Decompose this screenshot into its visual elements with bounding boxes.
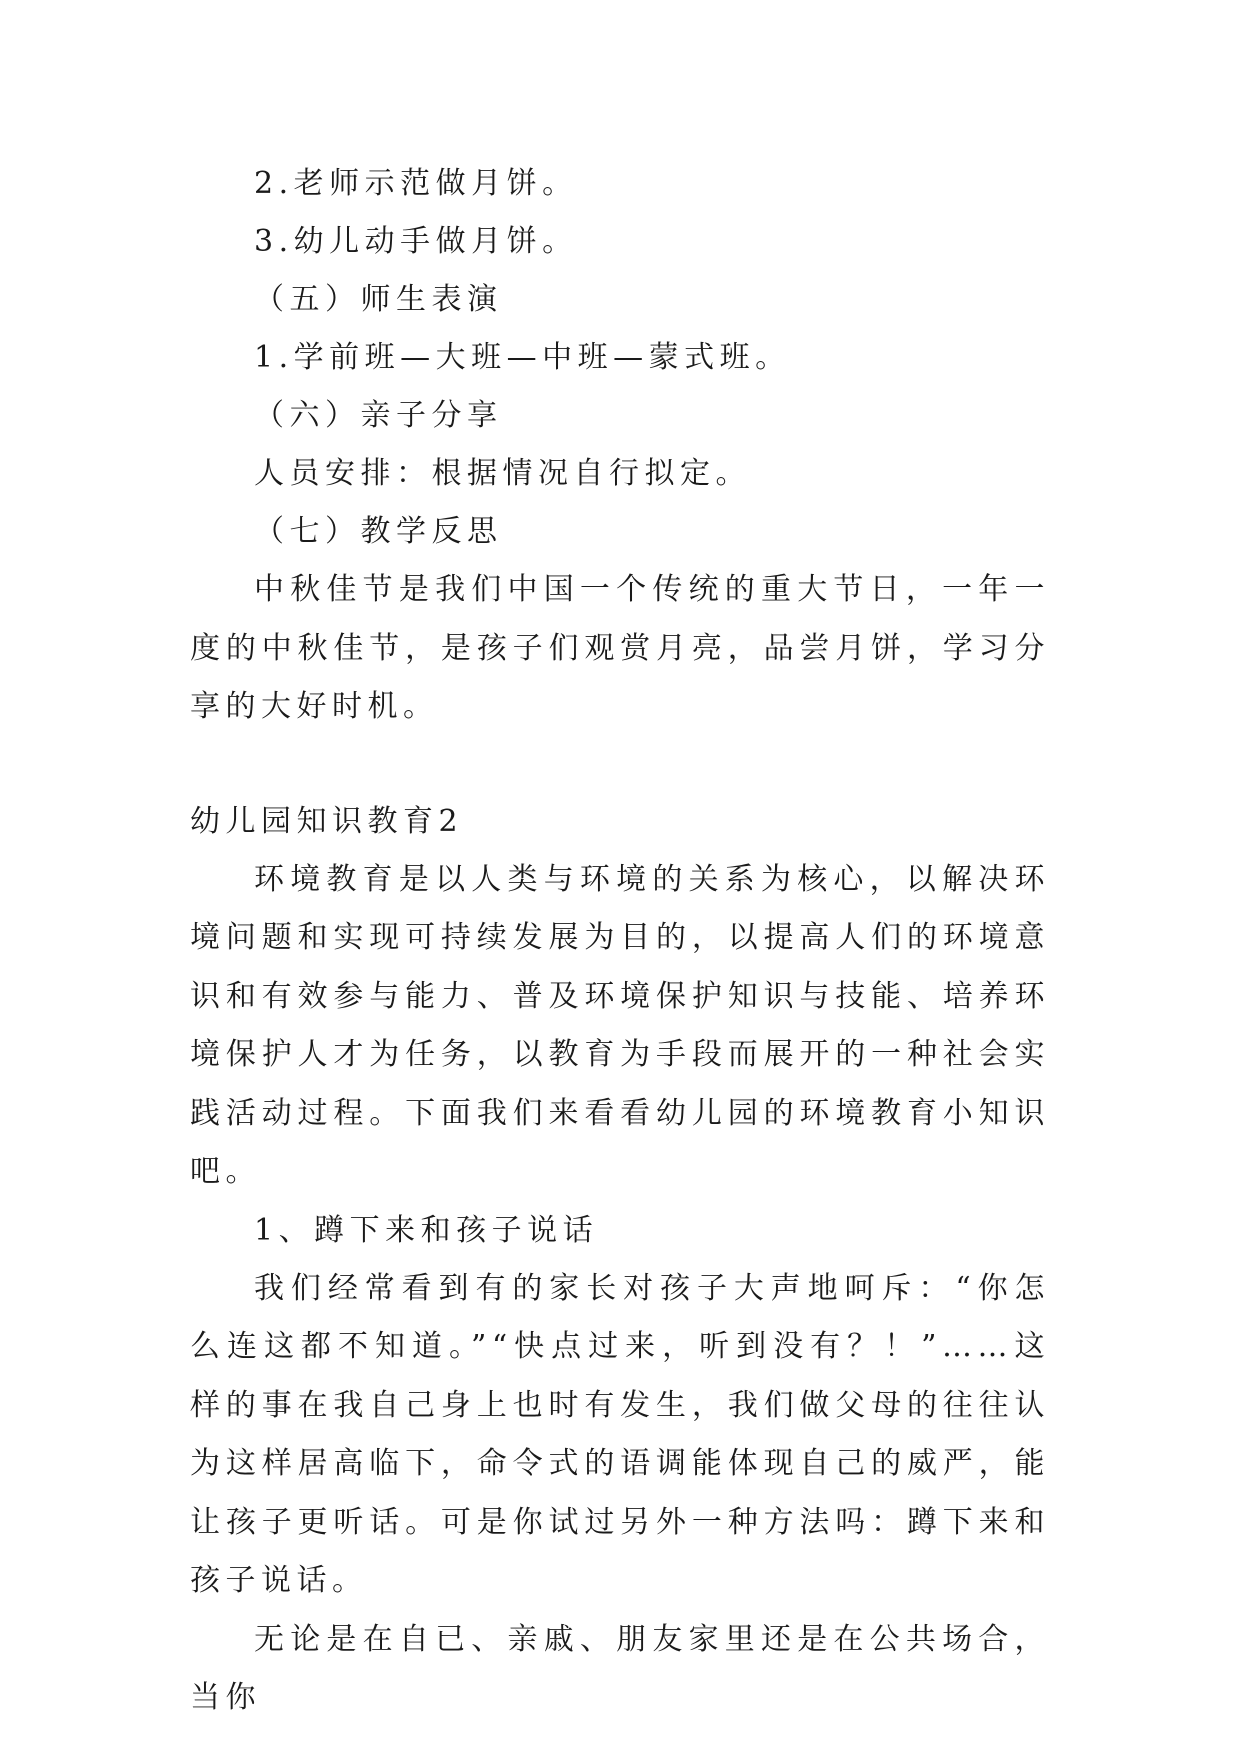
section-heading-7: （七）教学反思 bbox=[254, 514, 503, 549]
document-page bbox=[190, 155, 1050, 1728]
performance-line: 1.学前班—大班—中班—蒙式班。 bbox=[254, 340, 791, 375]
intro-paragraph: 环境教育是以人类与环境的关系为核心，以解决环境问题和实现可持续发展为目的，以提高人们的环境意识和有效参与能力、普及环境保护知识与技能、培养环境保护人才为任务，以教育为手段而展开的一种社会实践活动过程。下面我们来看看幼儿园的环境教育小知识吧。 bbox=[190, 861, 1050, 1189]
reflection-paragraph: 中秋佳节是我们中国一个传统的重大节日，一年一度的中秋佳节，是孩子们观赏月亮，品尝月饼，学习分享的大好时机。 bbox=[190, 572, 1050, 724]
subheading: 1、蹲下来和孩子说话 bbox=[254, 1212, 599, 1248]
staffing-line: 人员安排：根据情况自行拟定。 bbox=[254, 456, 751, 491]
step-line-3: 3.幼儿动手做月饼。 bbox=[254, 224, 578, 259]
body-paragraph-3: 我们经常看到有的家长对孩子大声地呵斥：“你怎么连这都不知道。”“快点过来，听到没有？！”……这样的事在我自己身上也时有发生，我们做父母的往往认为这样居高临下，命令式的语调能体现自己的威严，能让孩子更听话。可是你试过另外一种方法吗：蹲下来和孩子说话。 bbox=[190, 1270, 1050, 1598]
section-title: 幼儿园知识教育2 bbox=[190, 803, 464, 839]
section-heading-5: （五）师生表演 bbox=[254, 282, 503, 317]
section-heading-6: （六）亲子分享 bbox=[254, 398, 503, 433]
step-line-2: 2.老师示范做月饼。 bbox=[254, 166, 578, 201]
body-paragraph-4: 无论是在自已、亲戚、朋友家里还是在公共场合，当你 bbox=[190, 1621, 1050, 1715]
